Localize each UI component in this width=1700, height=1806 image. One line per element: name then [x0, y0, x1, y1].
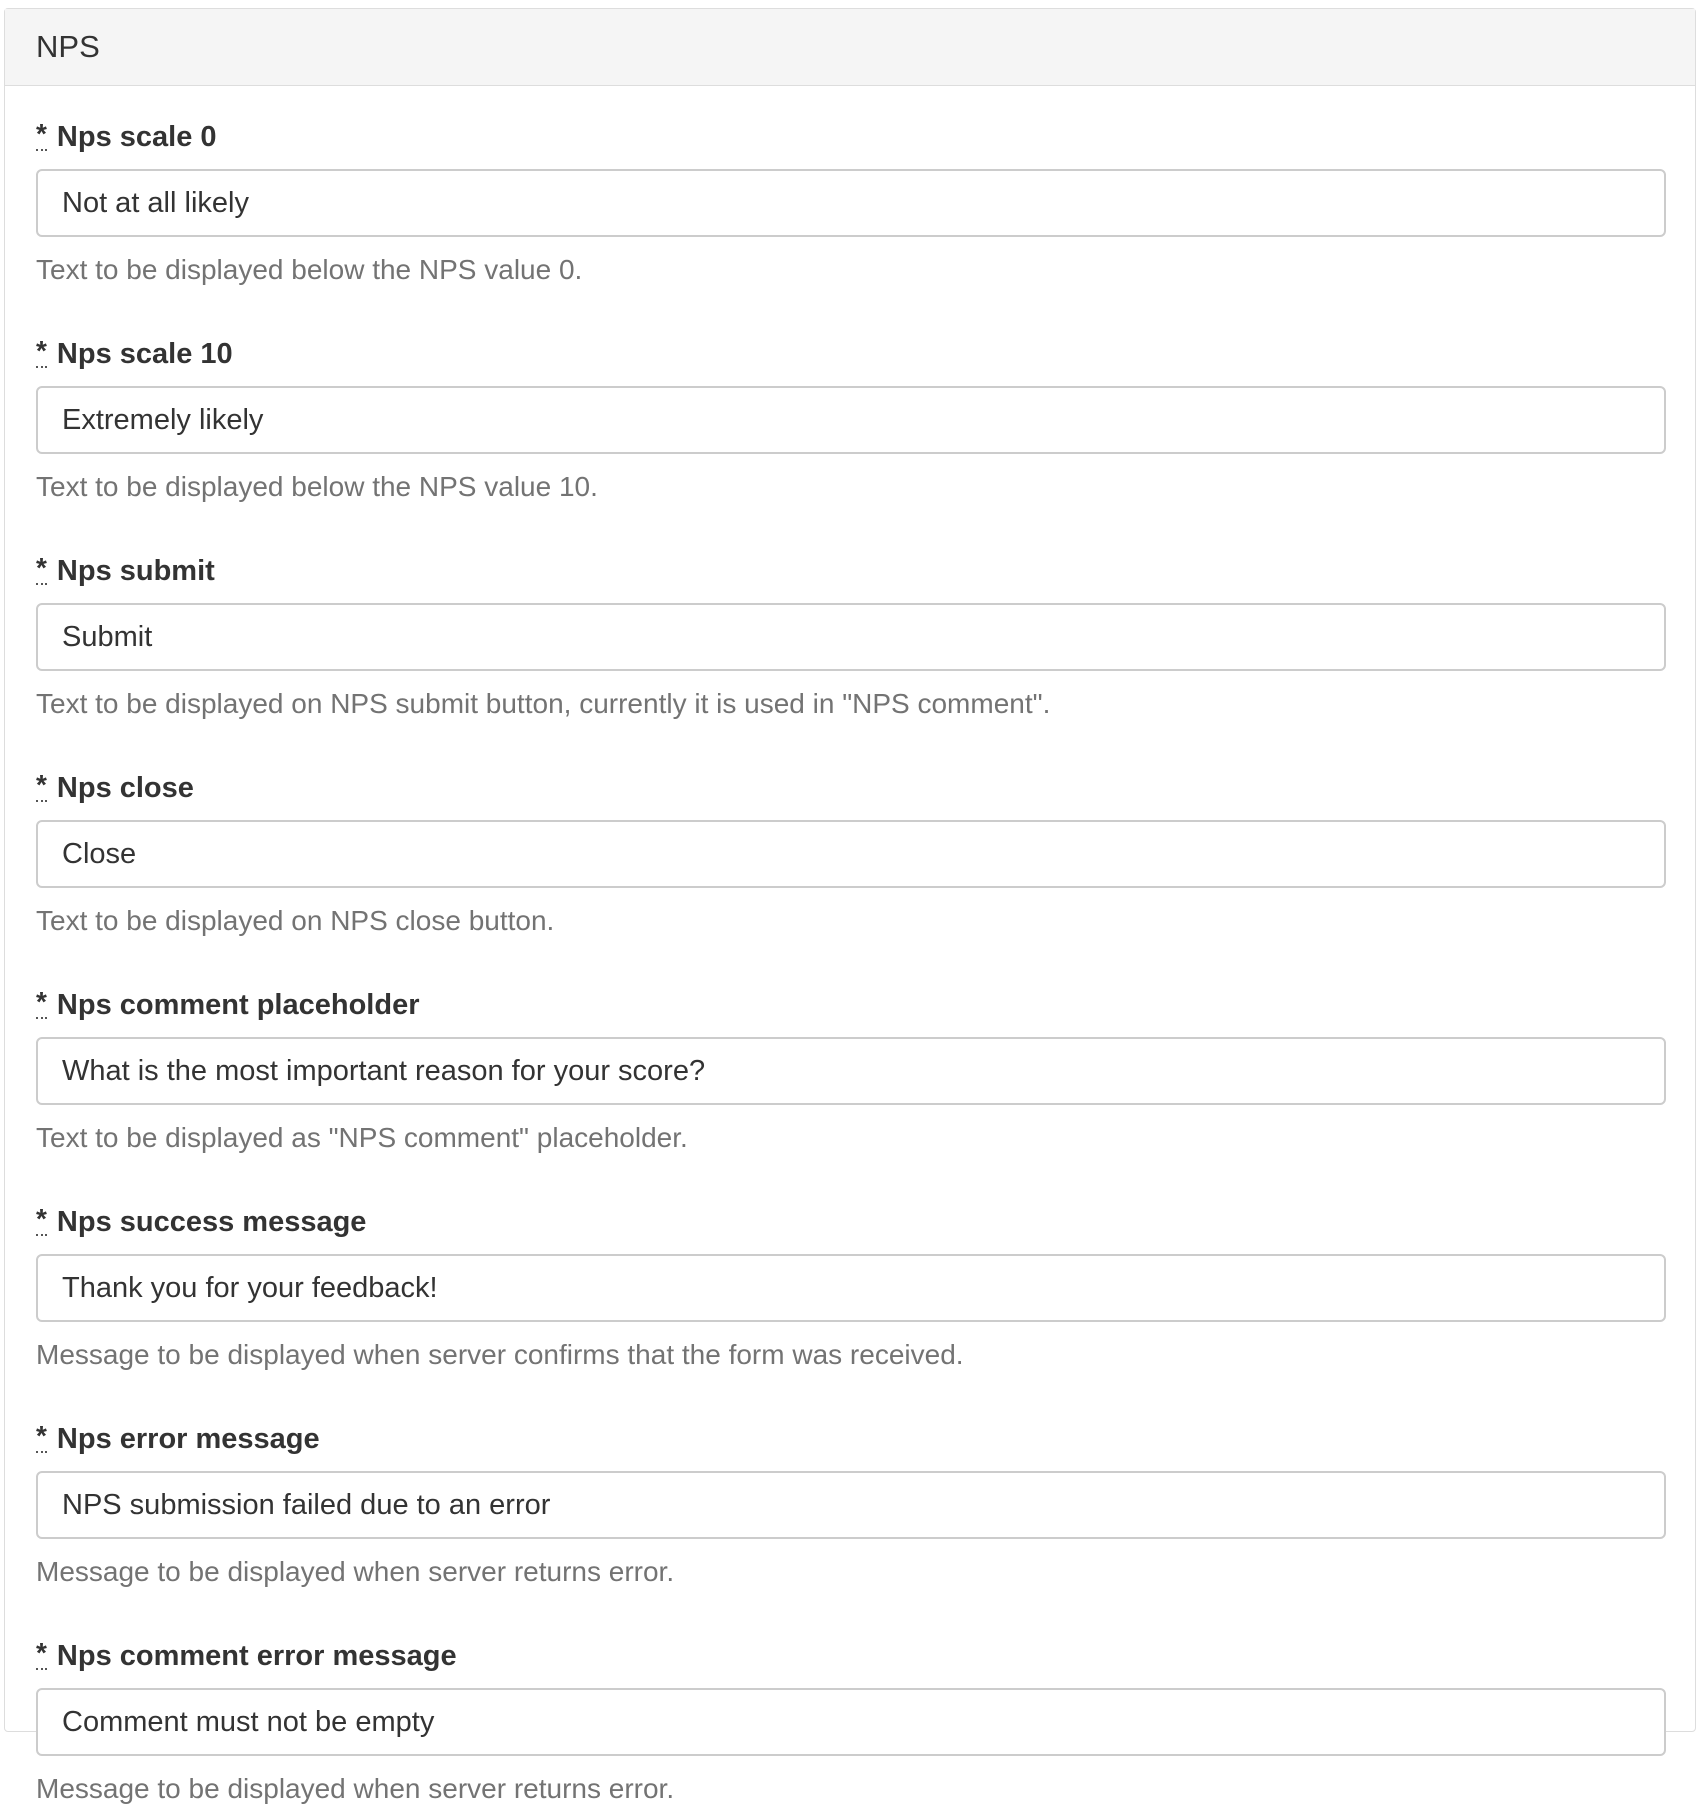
form-group-nps-comment-error-message — [36, 1636, 1664, 1806]
field-label — [36, 117, 1664, 157]
required-marker: * — [36, 769, 47, 800]
field-label — [36, 551, 1664, 591]
field-label-text: Nps comment placeholder — [56, 988, 420, 1021]
help-text: Message to be displayed when server confirms that the form was received. — [36, 1339, 964, 1370]
required-marker: * — [36, 335, 47, 366]
form-group-nps-close — [36, 768, 1664, 938]
nps-submit-input[interactable] — [36, 603, 1666, 671]
nps-comment-error-message-input[interactable] — [36, 1688, 1666, 1756]
field-label-text: Nps scale 10 — [56, 337, 233, 370]
field-label-text: Nps error message — [56, 1422, 320, 1455]
help-text: Text to be displayed as "NPS comment" placeholder. — [36, 1122, 688, 1153]
field-label-text: Nps close — [56, 771, 194, 804]
field-label — [36, 985, 1664, 1025]
help-text: Text to be displayed below the NPS value 0. — [36, 254, 583, 285]
nps-success-message-input[interactable] — [36, 1254, 1666, 1322]
field-label — [36, 1636, 1664, 1676]
help-text: Message to be displayed when server returns error. — [36, 1556, 675, 1587]
field-label-text: Nps scale 0 — [56, 120, 217, 153]
form-group-nps-error-message — [36, 1419, 1664, 1589]
help-text: Text to be displayed below the NPS value 10. — [36, 471, 598, 502]
form-group-nps-submit — [36, 551, 1664, 721]
help-text: Message to be displayed when server returns error. — [36, 1773, 675, 1804]
required-marker: * — [36, 1637, 47, 1668]
required-marker: * — [36, 1420, 47, 1451]
help-text: Text to be displayed on NPS close button. — [36, 905, 555, 936]
field-label — [36, 334, 1664, 374]
form-group-nps-comment-placeholder — [36, 985, 1664, 1155]
form-group-nps-success-message — [36, 1202, 1664, 1372]
nps-comment-placeholder-input[interactable] — [36, 1037, 1666, 1105]
required-marker: * — [36, 1203, 47, 1234]
panel-title: NPS — [36, 29, 100, 64]
required-marker: * — [36, 986, 47, 1017]
form-group-nps-scale-0 — [36, 117, 1664, 287]
panel-heading — [5, 9, 1695, 86]
field-label — [36, 768, 1664, 808]
required-marker: * — [36, 552, 47, 583]
field-label-text: Nps submit — [56, 554, 215, 587]
field-label — [36, 1202, 1664, 1242]
field-label — [36, 1419, 1664, 1459]
nps-settings-panel — [4, 8, 1696, 1804]
field-label-text: Nps success message — [56, 1205, 367, 1238]
nps-close-input[interactable] — [36, 820, 1666, 888]
nps-scale-0-input[interactable] — [36, 169, 1666, 237]
required-marker: * — [36, 118, 47, 149]
form-group-nps-scale-10 — [36, 334, 1664, 504]
field-label-text: Nps comment error message — [56, 1639, 457, 1672]
nps-error-message-input[interactable] — [36, 1471, 1666, 1539]
help-text: Text to be displayed on NPS submit button, currently it is used in "NPS comment". — [36, 688, 1051, 719]
nps-scale-10-input[interactable] — [36, 386, 1666, 454]
panel-body — [5, 86, 1695, 1806]
